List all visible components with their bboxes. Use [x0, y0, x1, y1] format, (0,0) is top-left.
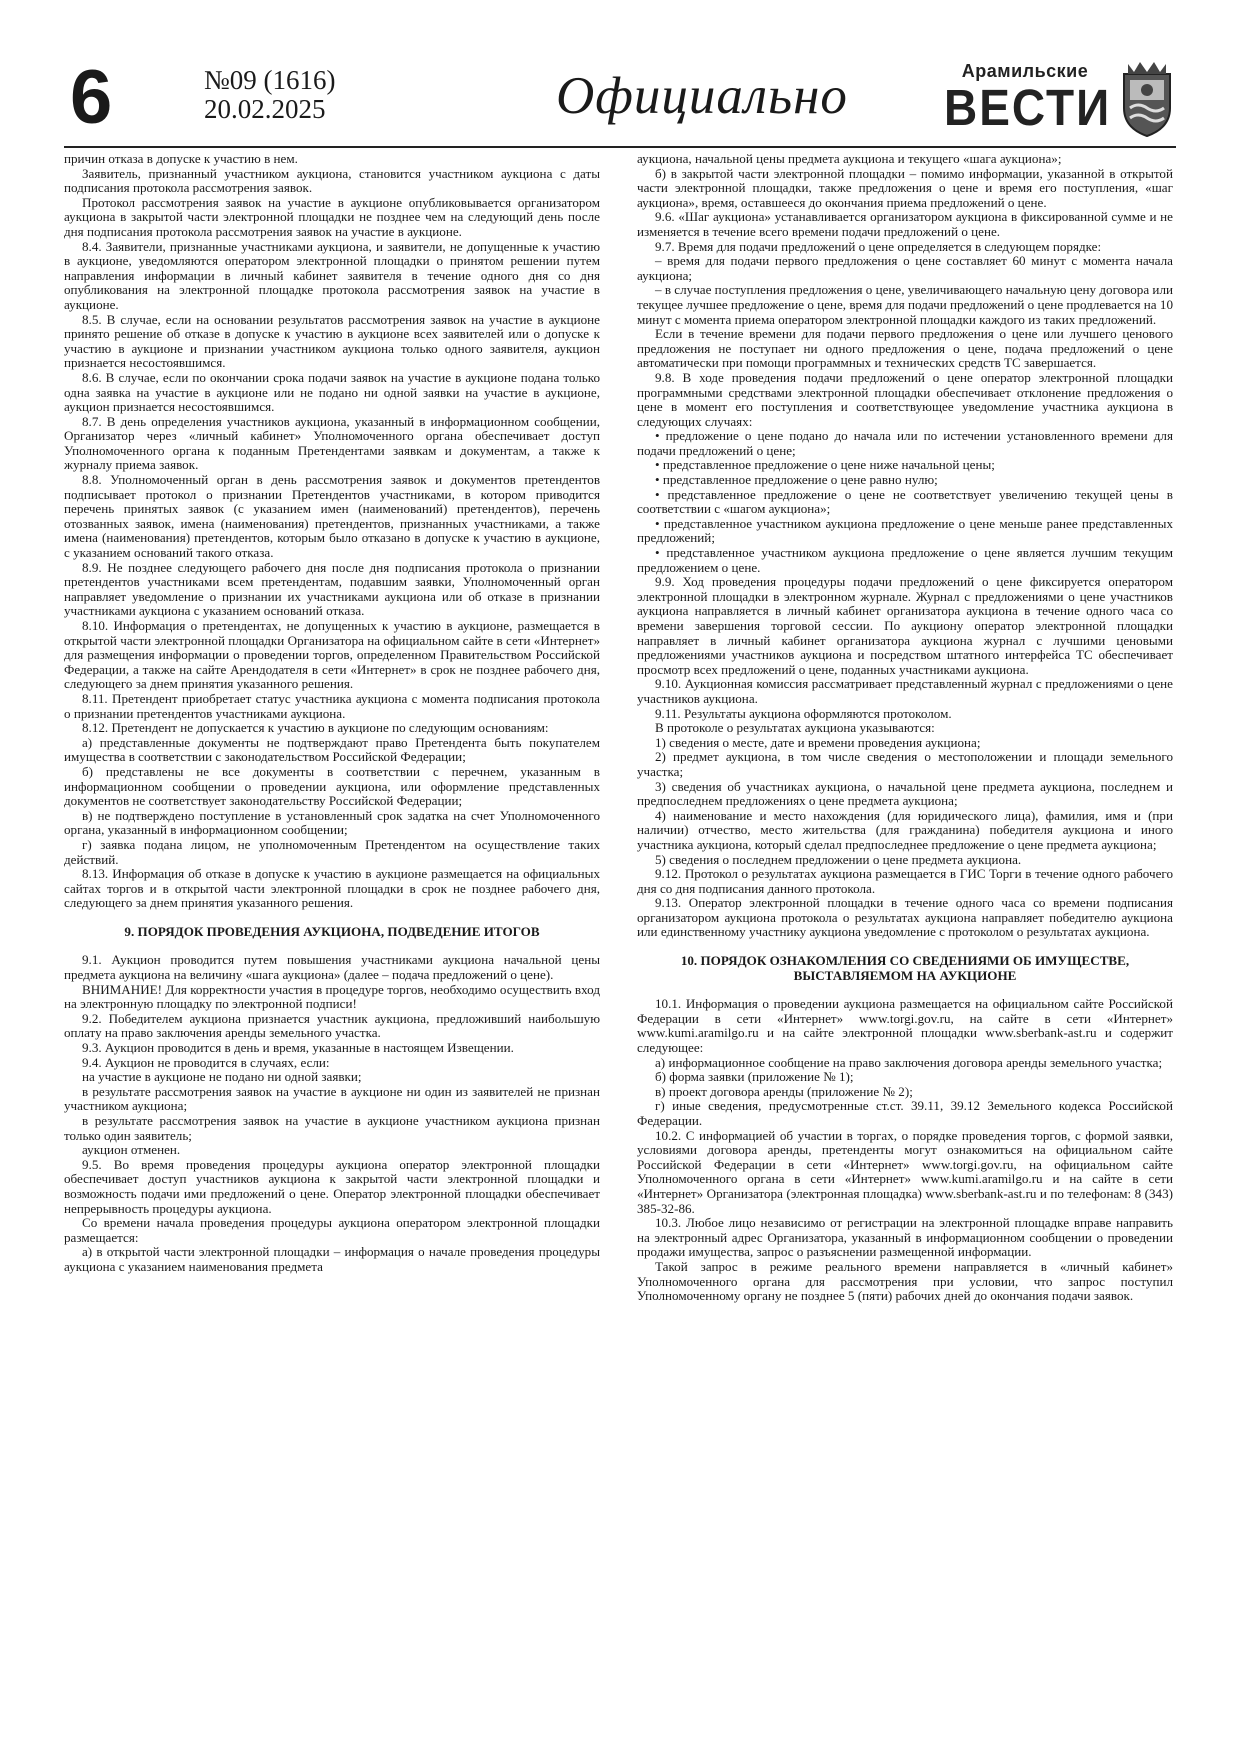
paragraph: – время для подачи первого предложения о цене составляет 60 минут с момента начала аукциона;	[637, 253, 1173, 283]
page-number: 6	[70, 55, 111, 140]
paragraph: 8.6. В случае, если по окончании срока подачи заявок на участие в аукционе подана только одна заявка на участие в аукционе или не подано ни одной заявки на участие в аукционе, аукцион признается несостоявшимся.	[64, 369, 600, 415]
section-heading: 10. ПОРЯДОК ОЗНАКОМЛЕНИЯ СО СВЕДЕНИЯМИ ОБ ИМУЩЕСТВЕ, ВЫСТАВЛЯЕМОМ НА АУКЦИОНЕ	[680, 953, 1130, 983]
paragraph: • представленное предложение о цене ниже начальной цены;	[655, 457, 995, 473]
newspaper-logo	[944, 60, 1112, 136]
paragraph: ВНИМАНИЕ! Для корректности участия в процедуре торгов, необходимо осуществить вход на электронную площадку по электронной подписи!	[64, 981, 600, 1012]
left-column	[64, 152, 600, 1275]
paragraph: Такой запрос в режиме реального времени направляется в «личный кабинет» Уполномоченного органа для рассмотрения при условии, что запрос поступил Уполномоченному органу не позднее 5 (пяти) рабочих дней до окончания подачи заявок.	[637, 1258, 1173, 1304]
paragraph: • предложение о цене подано до начала или по истечении установленного времени для подачи предложений о цене;	[637, 428, 1173, 458]
paragraph: • представленное участником аукциона предложение о цене меньше ранее представленных предложений;	[637, 515, 1173, 546]
paragraph: Заявитель, признанный участником аукциона, становится участником аукциона с даты подписания протокола рассмотрения заявок.	[64, 165, 600, 196]
paragraph: 9.1. Аукцион проводится путем повышения участниками аукциона начальной цены предмета аукциона на величину «шага аукциона» (далее – подача предложений о цене).	[64, 952, 600, 983]
paragraph: 9.6. «Шаг аукциона» устанавливается организатором аукциона в фиксированной сумме и не изменяется в течение всего времени подачи предложений о цене.	[637, 209, 1173, 239]
paragraph: г) иные сведения, предусмотренные ст.ст. 39.11, 39.12 Земельного кодекса Российской Федерации.	[637, 1098, 1173, 1128]
paragraph: аукциона, начальной цены предмета аукциона и текущего «шага аукциона»;	[637, 151, 1062, 166]
paragraph: 4) наименование и место нахождения (для юридического лица), фамилия, имя и (при наличии) отчество, место жительства (для гражданина) победителя аукциона и иного участника аукциона, который сделал предпоследнее предложение о цене предмета аукциона;	[637, 807, 1173, 852]
paragraph: 8.12. Претендент не допускается к участию в аукционе по следующим основаниям:	[82, 720, 549, 736]
paragraph: аукцион отменен.	[82, 1142, 181, 1158]
paragraph: 8.13. Информация об отказе в допуске к участию в аукционе размещается на официальных сайтах торгов и в открытой части электронной площадки в срок не позднее рабочего дня, следующего за днем принятия указанного решения.	[64, 866, 600, 911]
paragraph: 9.4. Аукцион не проводится в случаях, если:	[82, 1054, 330, 1070]
paragraph: 5) сведения о последнем предложении о цене предмета аукциона.	[655, 851, 1022, 867]
paragraph: в результате рассмотрения заявок на участие в аукционе участником аукциона признан только один заявитель;	[64, 1113, 600, 1143]
paragraph: 10.3. Любое лицо независимо от регистрации на электронной площадке вправе направить на электронный адрес Организатора, указанный в информационном сообщении о проведении продажи имущества, запрос о разъяснении размещенной информации.	[637, 1215, 1173, 1260]
paragraph: б) представлены не все документы в соответствии с перечнем, указанным в информационном сообщении о проведении аукциона, или оформление представленных документов не соответствует законодательству Российской Федерации;	[64, 763, 600, 809]
logo-top-text: Арамильские	[961, 61, 1089, 81]
paragraph: 8.11. Претендент приобретает статус участника аукциона с момента подписания протокола о признании претендентов участниками аукциона.	[64, 690, 600, 721]
paragraph: 8.4. Заявители, признанные участниками аукциона, и заявители, не допущенные к участию в аукционе, уведомляются оператором электронной площадки о принятом решении путем направления информации в личный кабинет заявителя в течение одного дня со дня опубликования на электронной площадке протокола рассмотрения заявок на участие в аукционе.	[64, 238, 600, 312]
paragraph: 9.7. Время для подачи предложений о цене определяется в следующем порядке:	[655, 238, 1102, 254]
logo-main-text: ВЕСТИ	[944, 78, 1112, 136]
paragraph: 9.8. В ходе проведения подачи предложений о цене оператор электронной площадки программными средствами электронной площадки обеспечивает отклонение предложения о цене в момент его поступления и соответствующее уведомление участника аукциона в следующих случаях:	[637, 369, 1173, 429]
paragraph: 8.5. В случае, если на основании результатов рассмотрения заявок на участие в аукционе принято решение об отказе в допуске к участию в аукционе всех заявителей или о допуске к участию в аукционе и признании участником аукциона только одного заявителя, аукцион признается несостоявшимся.	[64, 311, 600, 371]
paragraph: 9.12. Протокол о результатах аукциона размещается в ГИС Торги в течение одного рабочего дня со дня подписания данного протокола.	[637, 866, 1173, 896]
paragraph: 9.10. Аукционная комиссия рассматривает представленный журнал с предложениями о цене участников аукциона.	[637, 676, 1173, 706]
paragraph: в) не подтверждено поступление в установленный срок задатка на счет Уполномоченного органа, указанный в информационном сообщении;	[64, 807, 600, 838]
paragraph: В протоколе о результатах аукциона указываются:	[655, 720, 935, 736]
paragraph: 9.11. Результаты аукциона оформляются протоколом.	[655, 705, 952, 721]
coat-of-arms-icon	[1118, 60, 1176, 138]
paragraph: в результате рассмотрения заявок на участие в аукционе ни один из заявителей не признан участником аукциона;	[64, 1083, 600, 1114]
paragraph: а) информационное сообщение на право заключения договора аренды земельного участка;	[655, 1054, 1163, 1070]
paragraph: 9.3. Аукцион проводится в день и время, указанные в настоящем Извещении.	[82, 1040, 514, 1056]
paragraph: а) в открытой части электронной площадки – информация о начале проведения процедуры аукциона с указанием наименования предмета	[64, 1244, 600, 1274]
paragraph: Протокол рассмотрения заявок на участие в аукционе опубликовывается организатором аукциона в закрытой части электронной площадки не позднее чем на следующий день после дня подписания протокола рассмотрения заявок на участие в аукционе.	[64, 194, 600, 239]
paragraph: 8.10. Информация о претендентах, не допущенных к участию в аукционе, размещается в открытой части электронной площадки Организатора на официальном сайте в сети «Интернет» для размещения информации о проведении торгов, определенном Правительством Российской Федерации, а также на сайте Арендодателя в сети «Интернет» в срок не позднее рабочего дня, следующего за днем принятия указанного решения.	[64, 618, 600, 692]
paragraph: Со времени начала проведения процедуры аукциона оператором электронной площадки размещается:	[64, 1215, 600, 1245]
paragraph: 9.2. Победителем аукциона признается участник аукциона, предложивший наибольшую оплату на право заключения аренды земельного участка.	[64, 1010, 600, 1041]
paragraph: 9.13. Оператор электронной площадки в течение одного часа со времени подписания организатором аукциона протокола о результатах аукциона направляет победителю аукциона или единственному участнику аукциона уведомление с протоколом о результатах аукциона.	[637, 895, 1173, 940]
paragraph: б) в закрытой части электронной площадки – помимо информации, указанной в открытой части электронной площадки, также предложения о цене и время его поступления, «шаг аукциона», время, оставшееся до окончания приема предложений о цене.	[637, 165, 1173, 210]
paragraph: 8.8. Уполномоченный орган в день рассмотрения заявок и документов претендентов подписывает протокол о признании Претендентов участниками, в котором приводится перечень принятых заявок (с указанием имен (наименований) претендентов), перечень отозванных заявок, имена (наименования) претендентов, признанных участниками, а также имена (наименования) претендентов, которым было отказано в допуске к участию в аукционе, с указанием оснований такого отказа.	[64, 472, 600, 561]
paragraph: – в случае поступления предложения о цене, увеличивающего начальную цену договора или текущее лучшее предложение о цене, время для подачи предложений о цене продлевается на 10 минут с момента приема оператором электронной площадки каждого из таких предложений.	[637, 282, 1173, 327]
section-heading: 9. ПОРЯДОК ПРОВЕДЕНИЯ АУКЦИОНА, ПОДВЕДЕНИЕ ИТОГОВ	[124, 923, 540, 939]
paragraph: г) заявка подана лицом, не уполномоченным Претендентом на осуществление таких действий.	[64, 836, 600, 867]
paragraph: 9.9. Ход проведения процедуры подачи предложений о цене фиксируется оператором электронной площадки в электронном журнале. Журнал с предложениями о цене участников аукциона направляется в личный кабинет организатора аукциона в течение одного часа со времени завершения торговой сессии. По аукциону оператор электронной площадки направляет в личный кабинет организатора аукциона журнал с лучшими ценовыми предложениями участников аукциона и посредством штатного интерфейса ТС обеспечивает просмотр всех предложений о цене, поданных участниками аукциона.	[637, 574, 1173, 677]
paragraph: 8.9. Не позднее следующего рабочего дня после дня подписания протокола о признании претендентов участниками всем претендентам, подавшим заявки, Уполномоченный орган направляет уведомление о признании их участниками аукциона или об отказе в признании участниками аукциона с указанием оснований отказа.	[64, 559, 600, 619]
issue-info	[204, 66, 336, 124]
paragraph: а) представленные документы не подтверждают право Претендента быть покупателем имущества в соответствии с законодательством Российской Федерации;	[64, 734, 600, 765]
right-column	[637, 152, 1173, 1304]
issue-date: 20.02.2025	[204, 94, 326, 124]
paragraph: 10.1. Информация о проведении аукциона размещается на официальном сайте Российской Федерации в сети «Интернет» www.torgi.gov.ru, на сайте в сети «Интернет» www.kumi.aramilgo.ru и на сайте электронной площадки www.sberbank-ast.ru и содержит следующее:	[637, 996, 1173, 1056]
paragraph: 10.2. С информацией об участии в торгах, о порядке проведения торгов, с формой заявки, условиями договора аренды, претенденты могут ознакомиться на официальном сайте Российской Федерации в сети «Интернет» www.torgi.gov.ru, на официальном сайте Уполномоченного органа в сети «Интернет» www.kumi.aramilgo.ru и на сайте в сети «Интернет» Организатора (электронная площадка) www.sberbank-ast.ru и по телефонам: 8 (343) 385-32-86.	[637, 1127, 1173, 1216]
paragraph: б) форма заявки (приложение № 1);	[655, 1069, 854, 1085]
paragraph: Если в течение времени для подачи первого предложения о цене или лучшего ценового предложения не поступает ни одного предложения о цене, подача предложений о цене автоматически при помощи программных и технических средств ТС завершается.	[637, 326, 1173, 371]
paragraph: 8.7. В день определения участников аукциона, указанный в информационном сообщении, Организатор через «личный кабинет» Уполномоченного органа обеспечивает доступ Уполномоченного органа к поданным Претендентами заявкам и документам, а также к журналу приема заявок.	[64, 413, 600, 473]
paragraph: 9.5. Во время проведения процедуры аукциона оператор электронной площадки обеспечивает доступ участников аукциона к закрытой части электронной площадки и возможность подачи ими предложений о цене. Оператор электронной площадки обеспечивает непрерывность процедуры аукциона.	[64, 1156, 600, 1216]
paragraph: • представленное предложение о цене равно нулю;	[655, 472, 938, 488]
paragraph: 2) предмет аукциона, в том числе сведения о местоположении и площади земельного участка;	[637, 749, 1173, 779]
paragraph: • представленное предложение о цене не соответствует увеличению текущей цены в соответствии с «шагом аукциона»;	[637, 486, 1173, 517]
issue-number: №09 (1616)	[204, 65, 336, 95]
section-title: Официально	[556, 67, 848, 125]
header-rule	[64, 146, 1176, 148]
paragraph: на участие в аукционе не подано ни одной заявки;	[82, 1069, 362, 1085]
paragraph: в) проект договора аренды (приложение № 2);	[655, 1083, 913, 1099]
paragraph: 1) сведения о месте, дате и времени проведения аукциона;	[655, 734, 981, 750]
masthead	[64, 55, 1176, 148]
paragraph: 3) сведения об участниках аукциона, о начальной цене предмета аукциона, последнем и предпоследнем предложениях о цене предмета аукциона;	[637, 778, 1173, 809]
paragraph: • представленное участником аукциона предложение о цене является лучшим текущим предложением о цене.	[637, 545, 1173, 575]
paragraph: причин отказа в допуске к участию в нем.	[64, 151, 298, 166]
